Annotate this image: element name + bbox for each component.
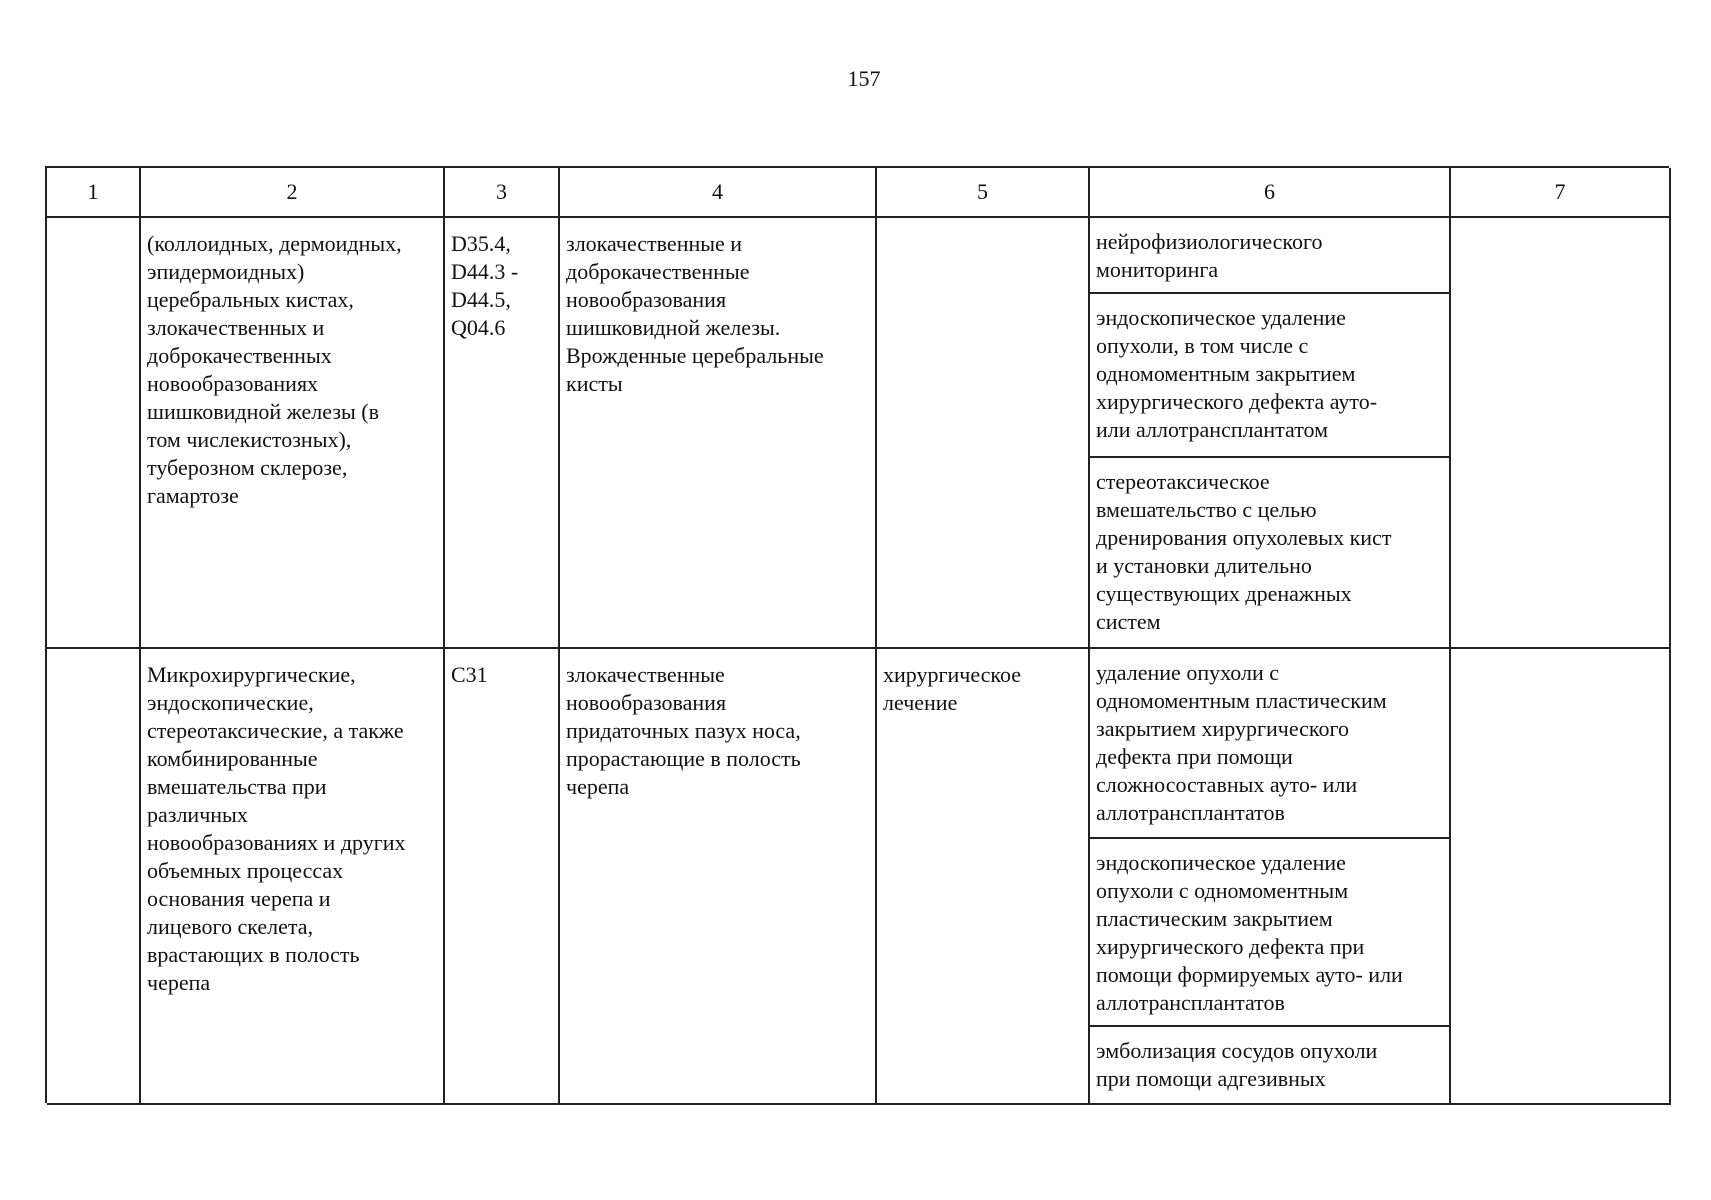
row1-intervention-cell: (коллоидных, дермоидных, эпидермоидных) церебральных кистах, злокачественных и доброкачественных новообразованиях шишковидной железы (в том числекистозных), туберозном склерозе, гамартозе bbox=[141, 218, 445, 649]
header-col-5: 5 bbox=[877, 168, 1090, 218]
header-col-7: 7 bbox=[1451, 168, 1671, 218]
row2-cost-cell bbox=[1451, 649, 1671, 1105]
row1-treatment-type-cell bbox=[877, 218, 1090, 649]
row2-diagnosis-cell: злокачественные новообразования придаточных пазух носа, прорастающие в полость черепа bbox=[560, 649, 877, 1105]
header-col-1: 1 bbox=[47, 168, 141, 218]
page-number: 157 bbox=[847, 66, 881, 91]
row1-method-cell-3: стереотаксическое вмешательство с целью дренирования опухолевых кист и установки длительно существующих дренажных систем bbox=[1090, 458, 1451, 649]
header-col-6: 6 bbox=[1090, 168, 1451, 218]
row2-method-cell-1: удаление опухоли с одномоментным пластическим закрытием хирургического дефекта при помощи сложносоставных ауто- или аллотрансплантатов bbox=[1090, 649, 1451, 839]
row1-icd-codes-cell: D35.4, D44.3 - D44.5, Q04.6 bbox=[445, 218, 560, 649]
row2-method-cell-2: эндоскопическое удаление опухоли с одномоментным пластическим закрытием хирургического дефекта при помощи формируемых ауто- или аллотрансплантатов bbox=[1090, 839, 1451, 1027]
procedures-table bbox=[45, 166, 1669, 1103]
row2-method-cell-3: эмболизация сосудов опухоли при помощи адгезивных bbox=[1090, 1027, 1451, 1105]
row2-intervention-cell: Микрохирургические, эндоскопические, стереотаксические, а также комбинированные вмешательства при различных новообразованиях и других объемных процессах основания черепа и лицевого скелета, врастающих в полость черепа bbox=[141, 649, 445, 1105]
header-col-4: 4 bbox=[560, 168, 877, 218]
row2-number-cell bbox=[47, 649, 141, 1105]
header-col-2: 2 bbox=[141, 168, 445, 218]
row1-cost-cell bbox=[1451, 218, 1671, 649]
row2-icd-codes-cell: C31 bbox=[445, 649, 560, 1105]
row1-method-cell-2: эндоскопическое удаление опухоли, в том числе с одномоментным закрытием хирургического дефекта ауто- или аллотрансплантатом bbox=[1090, 294, 1451, 458]
row1-number-cell bbox=[47, 218, 141, 649]
header-col-3: 3 bbox=[445, 168, 560, 218]
row2-treatment-type-cell: хирургическое лечение bbox=[877, 649, 1090, 1105]
row1-method-cell-1: нейрофизиологического мониторинга bbox=[1090, 218, 1451, 294]
row1-diagnosis-cell: злокачественные и доброкачественные новообразования шишковидной железы. Врожденные церебральные кисты bbox=[560, 218, 877, 649]
